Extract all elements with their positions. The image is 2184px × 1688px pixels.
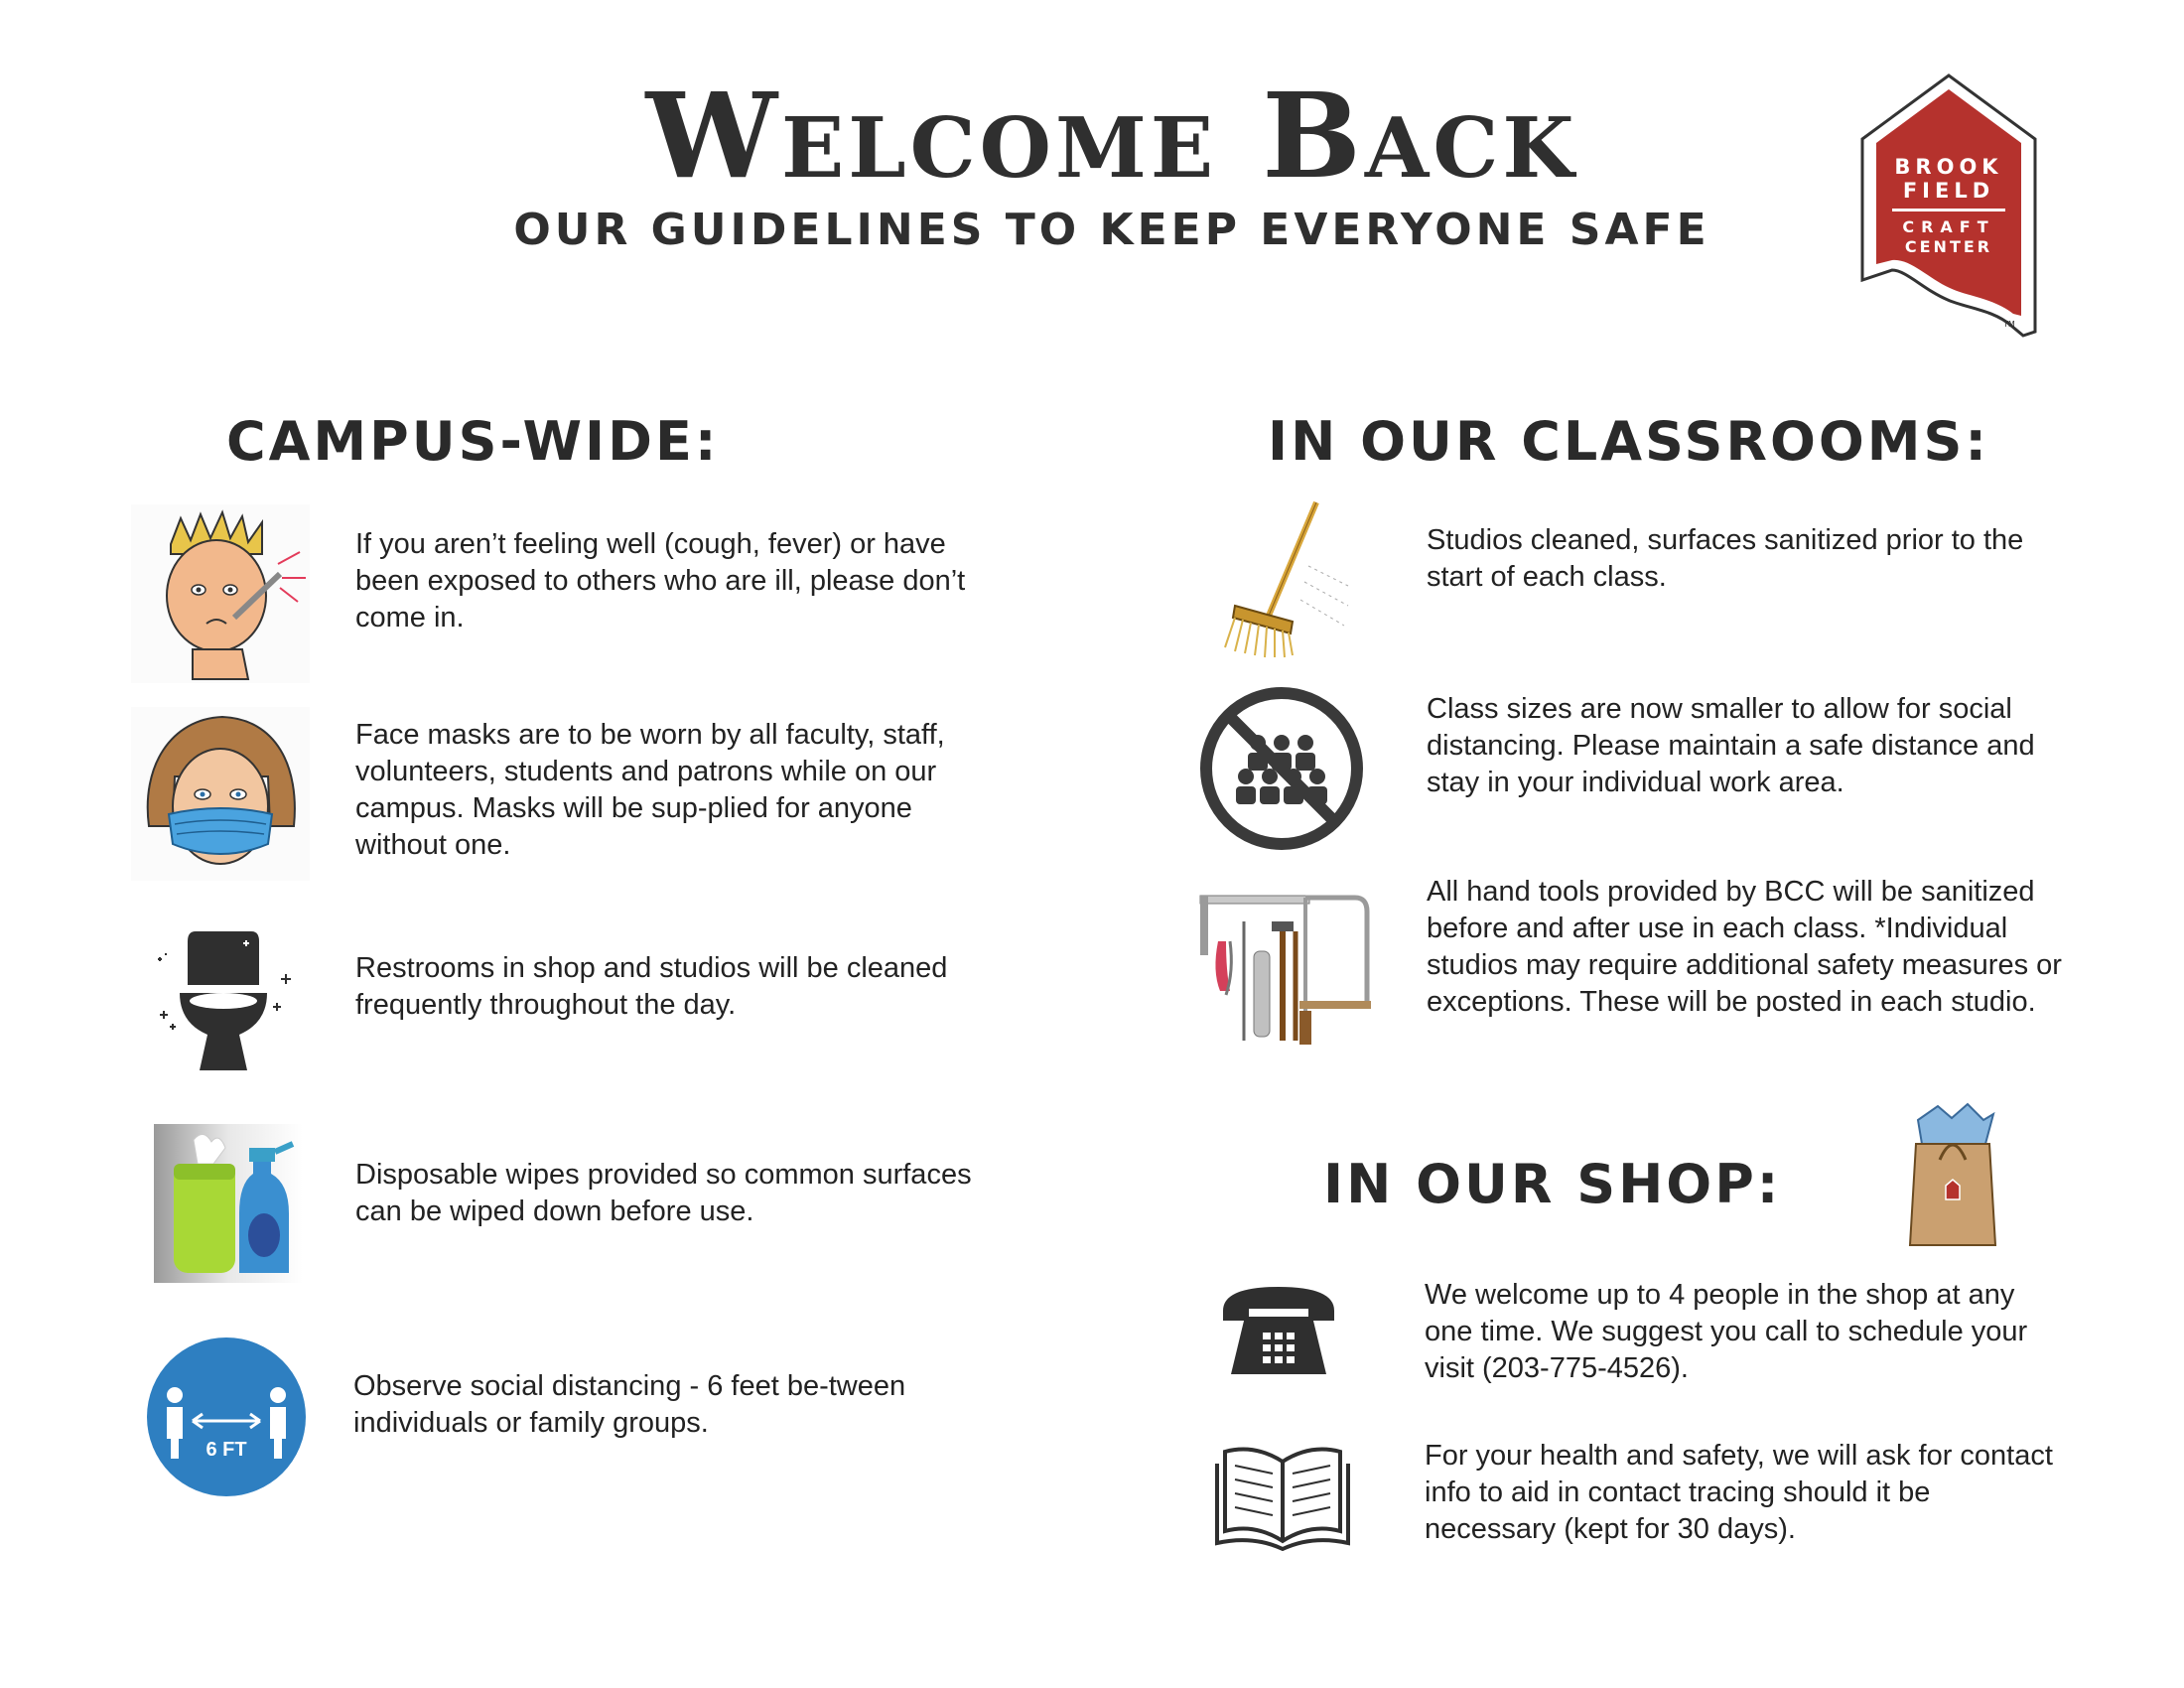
shop-heading: IN OUR SHOP: bbox=[1323, 1153, 1782, 1215]
distance-label: 6 FT bbox=[205, 1439, 247, 1461]
logo-line-4: CENTER bbox=[1904, 237, 1993, 256]
hand-tools-icon bbox=[1196, 892, 1375, 1051]
classrooms-heading: IN OUR CLASSROOMS: bbox=[1268, 410, 1990, 473]
logo-line-1: BROOK bbox=[1894, 155, 2003, 179]
face-mask-icon bbox=[131, 707, 310, 881]
wipes-spray-icon bbox=[154, 1124, 303, 1283]
campus-item-text: Observe social distancing - 6 feet be-tween individuals or family groups. bbox=[353, 1370, 906, 1439]
campus-item-text: If you aren’t feeling well (cough, fever) or have been exposed to others who are ill, please don’t come in. bbox=[355, 528, 966, 633]
toilet-icon bbox=[144, 923, 303, 1082]
page-title: Welcome Back bbox=[645, 67, 1578, 205]
campus-item-text: Restrooms in shop and studios will be cleaned frequently throughout the day. bbox=[355, 952, 948, 1021]
brookfield-logo bbox=[1854, 71, 2043, 350]
classroom-item-text: All hand tools provided by BCC will be sanitized before and after use in each class. *Individual studios may require additional safety measures or exceptions. These will be posted in each studio. bbox=[1427, 876, 2062, 1018]
page-subtitle: OUR GUIDELINES TO KEEP EVERYONE SAFE bbox=[513, 205, 1710, 255]
classroom-item-text: Studios cleaned, surfaces sanitized prior to the start of each class. bbox=[1427, 524, 2024, 593]
telephone-icon bbox=[1219, 1281, 1338, 1380]
social-distance-icon bbox=[145, 1336, 308, 1498]
broom-icon bbox=[1209, 496, 1358, 665]
classroom-item-text: Class sizes are now smaller to allow for social distancing. Please maintain a safe distance and stay in your individual work area. bbox=[1427, 693, 2035, 798]
no-crowd-icon bbox=[1198, 685, 1365, 852]
campus-item-text: Disposable wipes provided so common surfaces can be wiped down before use. bbox=[355, 1159, 972, 1227]
shop-item-text: For your health and safety, we will ask for contact info to aid in contact tracing should it be necessary (kept for 30 days). bbox=[1425, 1440, 2053, 1545]
logo-trademark: TM bbox=[2003, 320, 2015, 329]
campus-wide-heading: CAMPUS-WIDE: bbox=[226, 410, 720, 473]
open-book-icon bbox=[1215, 1442, 1350, 1551]
logo-divider bbox=[1892, 209, 2005, 211]
campus-item-text: Face masks are to be worn by all faculty, staff, volunteers, students and patrons while on our campus. Masks will be sup-plied for anyone without one. bbox=[355, 719, 945, 861]
shopping-bag-icon bbox=[1898, 1100, 2007, 1249]
logo-line-2: FIELD bbox=[1902, 179, 1995, 203]
shop-item-text: We welcome up to 4 people in the shop at any one time. We suggest you call to schedule your visit (203-775-4526). bbox=[1425, 1279, 2028, 1384]
sick-person-icon bbox=[131, 504, 310, 683]
logo-line-3: CRAFT bbox=[1902, 217, 1995, 236]
